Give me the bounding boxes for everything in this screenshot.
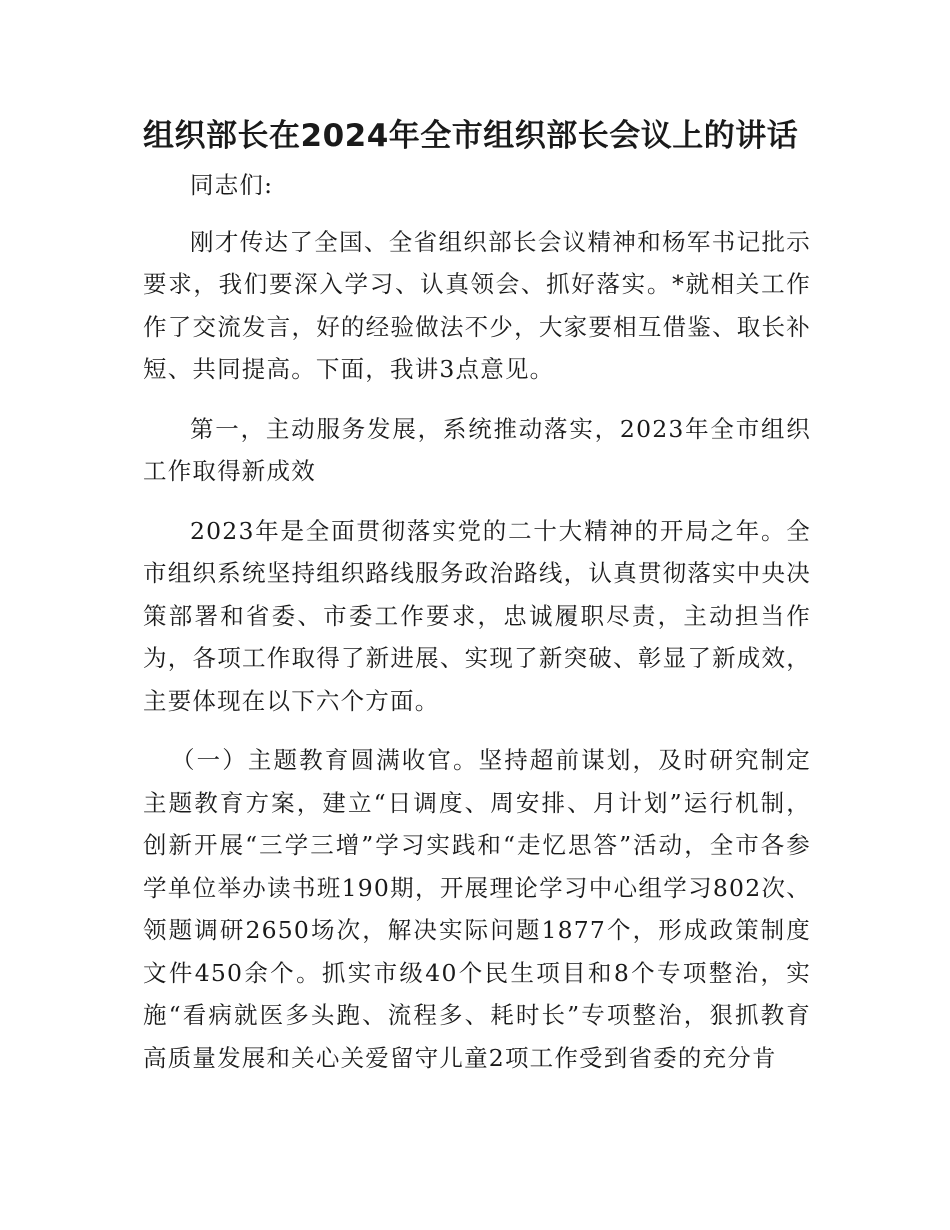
salutation: 同志们: xyxy=(190,171,274,199)
subsection-paragraph: （一）主题教育圆满收官。坚持超前谋划，及时研究制定主题教育方案，建立“日调度、周安排、月计划”运行机制，创新开展“三学三增”学习实践和“走忆思答”活动，全市各参学单位举办读书班190期，开展理论学习中心组学习802次、领题调研2650场次，解决实际问题1877个，形成政策制度文件450余个。抓实市级40个民生项目和8个专项整治，实施“看病就医多头跑、流程多、耗时长”专项整治，狠抓教育高质量发展和关心关爱留守儿童2项工作受到省委的充分肯 xyxy=(143,746,811,1072)
section-body-paragraph: 2023年是全面贯彻落实党的二十大精神的开局之年。全市组织系统坚持组织路线服务政治路线，认真贯彻落实中央决策部署和省委、市委工作要求，忠诚履职尽责，主动担当作为，各项工作取得了新进展、实现了新突破、彰显了新成效，主要体现在以下六个方面。 xyxy=(143,516,811,715)
intro-paragraph: 刚才传达了全国、全省组织部长会议精神和杨军书记批示要求，我们要深入学习、认真领会、抓好落实。*就相关工作作了交流发言，好的经验做法不少，大家要相互借鉴、取长补短、共同提高。下面，我讲3点意见。 xyxy=(143,227,811,383)
section-heading: 第一，主动服务发展，系统推动落实，2023年全市组织工作取得新成效 xyxy=(143,414,811,485)
document-page xyxy=(143,110,811,1096)
document-title: 组织部长在2024年全市组织部长会议上的讲话 xyxy=(143,118,799,154)
